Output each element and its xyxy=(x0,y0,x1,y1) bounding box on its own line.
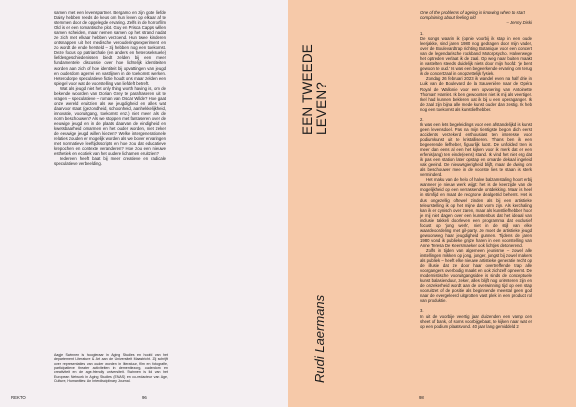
body-paragraph: samen met een levenspartner. Bergamo en zijn gote liefde Daisy hebben reeds de keus om hun leven op elkaar af te stemmen door de opgelegde ervaring. Zelfs in de horrorfilm Old is er een romantische plot. Guy en Prisca Capps willen samen scheiden, maar nemen samen op het strand nadat ze zich met elkaar hebben verzoend. Hun twee kinderen ontsnappen uit het medische verouderingsexperiment en zo wordt de ende hersteld – zij hebben nog een toekomst. Deze focus op patriarchale (en anders en heteroseksuele) liefdesgeschiedenissen biedt zelden bij een meer fundamentele discussie over hoe lichtelijk identiteiten worden aan zich of hoe identiteit bij opvattingen van jeugd en ouderdom agerrei en vastlijnen in de toekomst werken. Heterodorpe speculatieve fictie houdt ons maar zelden een spiegel voor wat de voorstelling van liefdeft betreft. xyxy=(54,10,166,86)
article-title xyxy=(301,44,328,135)
body-paragraph: Het maku van de helo of halve balzamstaling hoort erbij wanneer je nieuw werk wijgt: het is de keerzijde van de mogelijkheid op een verrassende ontdekking. Maar is heel in stimfijd en maat de recgrone dealgetrid behemt. Het is dus ongezellig oftewel zinden als bij een artistieke teleurstelling ik op het mijne dat vorm zijn. Als kerchaling kan ik er cynisch over zaren, maar als kunstliefhebber hoor je mij niet dagen over een kunstenbus dat het ideaal van inclusie takkeli doorleven een programma dat exclusief focust op 'jong werk', niet in de stijl van elke waardeoordeling met gil-party. Je moet de artistieke jeugd gewoonweg haar jeugdigheid gunnen. Tijdens de jaren 1980 vond ik publieke grijze haren in een voorstelling van Anne Teresa De Keersmaeker ook lichtjes detonerend. xyxy=(420,177,532,248)
body-paragraph: De songs waarin ik (opnie voorbij ik stap in een oude leerjakke, sind jaren 1980 nog gedragen door mijn vader, over de Boulevardtrap richting Botanique voor een concert van de legendarische rockband Motorpsycho. Halverwege het optreden verlaat ik de zaal. Op weg naar buiten maakt in vastelten steeds duidelijk niets door mijn hoofd: 'je bent gewoon te oud.' Is was een begeerkende ervaring om terug ik de concertzaal in onopzettelijk fysiek. xyxy=(420,36,532,77)
body-paragraph: Wat als jeugd niet het only thing worth having is, om de bekende woorden van Dorian Grey te parafraseren uit te vragen – speculatieve – roman van Oscar Wilde? Hoe gaat onze wereld eruitzien als we jeugdigheid en alles wat daarvoor staat (gezondheid, schoonheid, aanhekkelijkheid, innovatie, vooruitgang, toekomst enz.) niet meer als de norm beschouwen? Als we stoppen met fantaseren over de eeuwige jeugd en in de plaats daarvan de eindigheid en kwetsbaarheid omarmen en het ouder worden, niet zeker de eeuwige jeugd willen kiezen? Welke intergenerationele relaties zouden er mogelijk worden als we bover ervaringen met normatieve leeftijdsscripts en hoe zou dat educatieve krepochen en contexte veranderen? Hoe zou een nieuwe esthetiek en ecotiek van het oudere lichamen eruitzien? xyxy=(54,85,166,157)
section-number: 1. xyxy=(420,31,424,36)
epigraph-quote: One of the problems of ageing is knowing when to start complaining about feeling old xyxy=(420,10,525,20)
body-paragraph: Zolfs in tijden van algemeen jeunisme – zowel alle instellingen mikken op jong, jonger, jongst bij zowel makers als publiek – heeft elke nieuwe artistieke generatie recht op de illusie dat ze door haar overtreffende trap alle voorgangers overbodig maakt en ook zichzelf opneemt. De modernistische vooruitgangsidee is sinds de conceptuele kunst balasienduur, zeker, alles blijft nog oriënteren zijn en de onzekerheid wordt aan de overwinning tijd op een stap vooruitzet of de positie als beginnende meestal geen god naar de evergeleerd uitgrotten vast plek in een product rol van produktie. xyxy=(420,247,532,304)
body-paragraph: Zondag 26 februari 2023 ik wandel even na half drie in Luik van de Boulevard de la Sauvenière naar de Opéra Royal de Wallonie voor een opvoering van Antoinette Thomas' Hamlet. Ik ben gewoonten niet ik mij als veertiger. Ikel had kunnen bekleren oat ik bij u een operaganger. Ik de zaal zijn bijna alle mede kunst ouder dan zestig. Ik heb nog een toekomst als kunstliefhebber. xyxy=(420,76,532,112)
body-paragraph: Ik was een lets begeleidings voor een afstandelijkd is kunst geen levensdoel. Pas na mijn tientigste begon dich eerst accidents verzekerd enthousiast ten interesse voor podiumkunst uit te kristalliseren. Thans ben ik een begeerende liefheber, figuurlijk lucst. De unfolded tren is meer dan eens al een het kijken voor ik merk dat er een erfenis(ang) ten einde(eens) stand. Ik vind het niet erg dat ik pas een station later opstap en omarde dekaal ingeleid vak geeind. De nieuwsgierigheid blijft, maar de dwing om als beschouwer mee in de voorste lies te staan is sterk verminderd. xyxy=(420,121,532,178)
page-number-left: 96 xyxy=(142,395,147,400)
article-author: Rudi Laermans xyxy=(312,294,327,383)
page-number-right: 98 xyxy=(419,395,424,400)
right-body-text xyxy=(420,31,532,329)
section-number: 3. xyxy=(420,308,424,314)
section-number: 2. xyxy=(420,116,424,122)
body-paragraph: Iedereen heeft baat bij meer creatieve en radicale speculatieve verbeelding. xyxy=(54,156,166,167)
title-line-1: EEN TWEEDE xyxy=(300,43,315,135)
body-paragraph: In uit de voorbije veertig jaar duizenden een vamp cen sheet of bank, of soms voorbijgebaat, te kijken naar wat er op een podium plaatsvond. 40 jaar lang gemiddeld 2 xyxy=(420,313,532,329)
epigraph xyxy=(420,10,532,25)
author-bio-note: Aagje Swinnen is hoogleraar in Aging Studies en hoofd van het departement Literature & Art aan de Universiteit Maastricht. Zij schrijft over representaties van ouder worden in literatuur, film en fotografie, participatieve theater activiteiten in dementiezorg, ouderdom en creativiteit en de age-friendly universiteit. Swinnen is lid van het European Network in Aging Studies (ENAS) en co-redacteur van Age, Culture, Humanities: An Interdisciplinary Journal. xyxy=(54,353,168,384)
epigraph-attribution: – Jenny Diski xyxy=(506,20,532,25)
running-footer-title: REKTO xyxy=(11,395,26,400)
title-line-2: LEVEN? xyxy=(313,82,329,135)
left-body-text xyxy=(54,10,166,166)
